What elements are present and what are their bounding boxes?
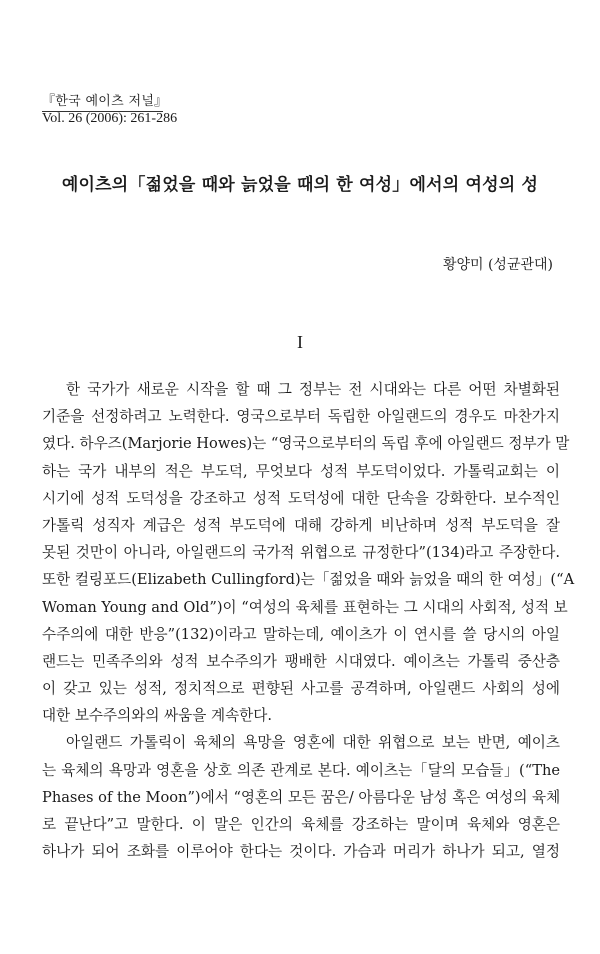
text-line: 랜드는 민족주의와 성적 보수주의가 팽배한 시대였다. 예이츠는 가톨릭 중산층 <box>42 652 560 670</box>
text-line: Phases of the Moon”)에서 “영혼의 모든 꿈은/ 아름다운 남성 혹은 여성의 육체 <box>42 788 561 806</box>
text-line: Woman Young and Old”)이 “여성의 육체를 표현하는 그 시대의 사회적, 성적 보 <box>42 598 568 616</box>
text-line: 였다. 하우즈(Marjorie Howes)는 “영국으로부터의 독립 후에 아일랜드 정부가 말 <box>42 435 570 453</box>
text-line: 대한 보수주의와의 싸움을 계속한다. <box>42 707 273 725</box>
text-line: 못된 것만이 아니라, 아일랜드의 국가적 위협으로 규정한다”(134)라고 주장한다. <box>42 544 560 562</box>
text-line: 이 갖고 있는 성적, 정치적으로 편향된 사고를 공격하며, 아일랜드 사회의 성에 <box>42 680 560 698</box>
text-line: 가톨릭 성직자 계급은 성적 부도덕에 대해 강하게 비난하며 성적 부도덕을 잘 <box>42 516 560 534</box>
text-line: 하나가 되어 조화를 이루어야 한다는 것이다. 가슴과 머리가 하나가 되고, 열정 <box>42 843 560 861</box>
paragraph-2 <box>42 729 560 865</box>
paragraph-1 <box>42 376 575 729</box>
body-text <box>42 376 575 865</box>
text-line: 는 육체의 욕망과 영혼을 상호 의존 관계로 본다. 예이츠는「달의 모습들」(“The <box>42 761 560 779</box>
article-title: 예이츠의「젊었을 때와 늙었을 때의 한 여성」에서의 여성의 성 <box>61 175 539 195</box>
author-affiliation: 황양미 (성균관대) <box>442 257 553 273</box>
volume-info: Vol. 26 (2006): 261-286 <box>42 111 178 126</box>
text-line: 아일랜드 가톨릭이 육체의 욕망을 영혼에 대한 위협으로 보는 반면, 예이츠 <box>66 734 560 752</box>
text-line: 로 끝난다”고 말한다. 이 말은 인간의 육체를 강조하는 말이며 육체와 영혼은 <box>42 816 560 833</box>
text-line: 시기에 성적 도덕성을 강조하고 성적 도덕성에 대한 단속을 강화한다. 보수적인 <box>42 489 560 507</box>
text-line: 하는 국가 내부의 적은 부도덕, 무엇보다 성적 부도덕이었다. 가톨릭교회는 이 <box>42 462 560 480</box>
section-heading: I <box>297 332 303 352</box>
text-line: 수주의에 대한 반응”(132)이라고 말하는데, 예이츠가 이 연시를 쓸 당시의 아일 <box>42 625 560 643</box>
text-line: 또한 컬링포드(Elizabeth Cullingford)는「젊었을 때와 늙었을 때의 한 여성」(“A <box>42 571 575 589</box>
text-line: 기준을 선정하려고 노력한다. 영국으로부터 독립한 아일랜드의 경우도 마찬가지 <box>42 408 560 426</box>
text-line: 한 국가가 새로운 시작을 할 때 그 정부는 전 시대와는 다른 어떤 차별화된 <box>66 381 560 398</box>
journal-name: 『한국 예이츠 저널』 <box>42 94 168 109</box>
